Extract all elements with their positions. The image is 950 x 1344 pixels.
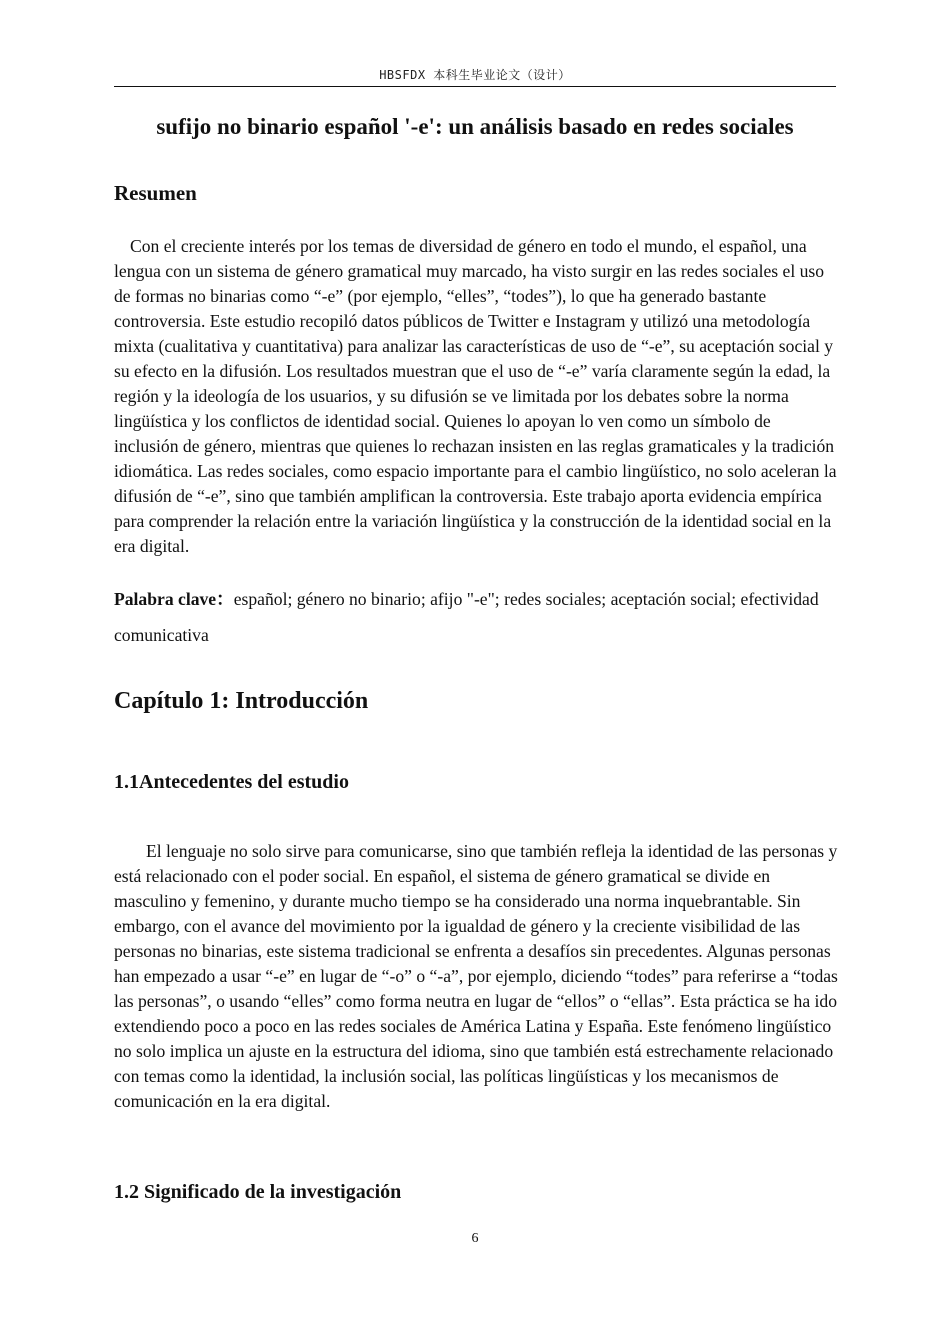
abstract-body: Con el creciente interés por los temas de diversidad de género en todo el mundo, el español, una lengua con un sistema de género gramatical muy marcado, ha visto surgir en las redes sociales el uso de formas no binarias como “-e” (por ejemplo, “elles”, “todes”), lo que ha generado bastante controversia. Este estudio recopiló datos públicos de Twitter e Instagram y utilizó una metodología mixta (cualitativa y cuantitativa) para analizar las características de uso de “-e”, su aceptación social y su efecto en la difusión. Los resultados muestran que el uso de “-e” varía claramente según la edad, la región y la ideología de los usuarios, y su difusión se ve limitada por los debates sobre la norma lingüística y los conflictos de identidad social. Quienes lo apoyan lo ven como un símbolo de inclusión de género, mientras que quienes lo rechazan insisten en las reglas gramaticales y la tradición idiomática. Las redes sociales, como espacio importante para el cambio lingüístico, no solo aceleran la difusión de “-e”, sino que también amplifican la controversia. Este trabajo aporta evidencia empírica para comprender la relación entre la variación lingüística y la construcción de la identidad social en la era digital. bbox=[114, 236, 837, 556]
keywords-label: Palabra clave： bbox=[114, 589, 234, 609]
keywords-line bbox=[114, 581, 838, 653]
header-rule bbox=[114, 86, 836, 87]
paper-title: sufijo no binario español '-e': un análisis basado en redes sociales bbox=[156, 114, 794, 139]
section-1-1-body: El lenguaje no solo sirve para comunicarse, sino que también refleja la identidad de las personas y está relacionado con el poder social. En español, el sistema de género gramatical se divide en masculino y femenino, y durante mucho tiempo se ha considerado una norma inquebrantable. Sin embargo, con el avance del movimiento por la igualdad de género y la creciente visibilidad de las personas no binarias, este sistema tradicional se enfrenta a desafíos sin precedentes. Algunas personas han empezado a usar “-e” en lugar de “-o” o “-a”, por ejemplo, diciendo “todes” para referirse a “todas las personas”, o usando “elles” como forma neutra en lugar de “ellos” o “ellas”. Esta práctica se ha ido extendiendo poco a poco en las redes sociales de América Latina y España. Este fenómeno lingüístico no solo implica un ajuste en la estructura del idioma, sino que también está estrechamente relacionado con temas como la identidad, la inclusión social, las políticas lingüísticas y los mecanismos de comunicación en la era digital. bbox=[114, 841, 838, 1111]
section-1-2-heading: 1.2 Significado de la investigación bbox=[114, 1181, 402, 1203]
section-1-1-heading: 1.1Antecedentes del estudio bbox=[114, 771, 349, 793]
keywords-values: español; género no binario; afijo "-e"; redes sociales; aceptación social; efectividad comunicativa bbox=[114, 589, 819, 645]
abstract-heading: Resumen bbox=[114, 181, 197, 205]
running-header: HBSFDX 本科生毕业论文（设计） bbox=[379, 68, 571, 82]
chapter-heading: Capítulo 1: Introducción bbox=[114, 688, 369, 714]
page-number: 6 bbox=[471, 1231, 479, 1246]
